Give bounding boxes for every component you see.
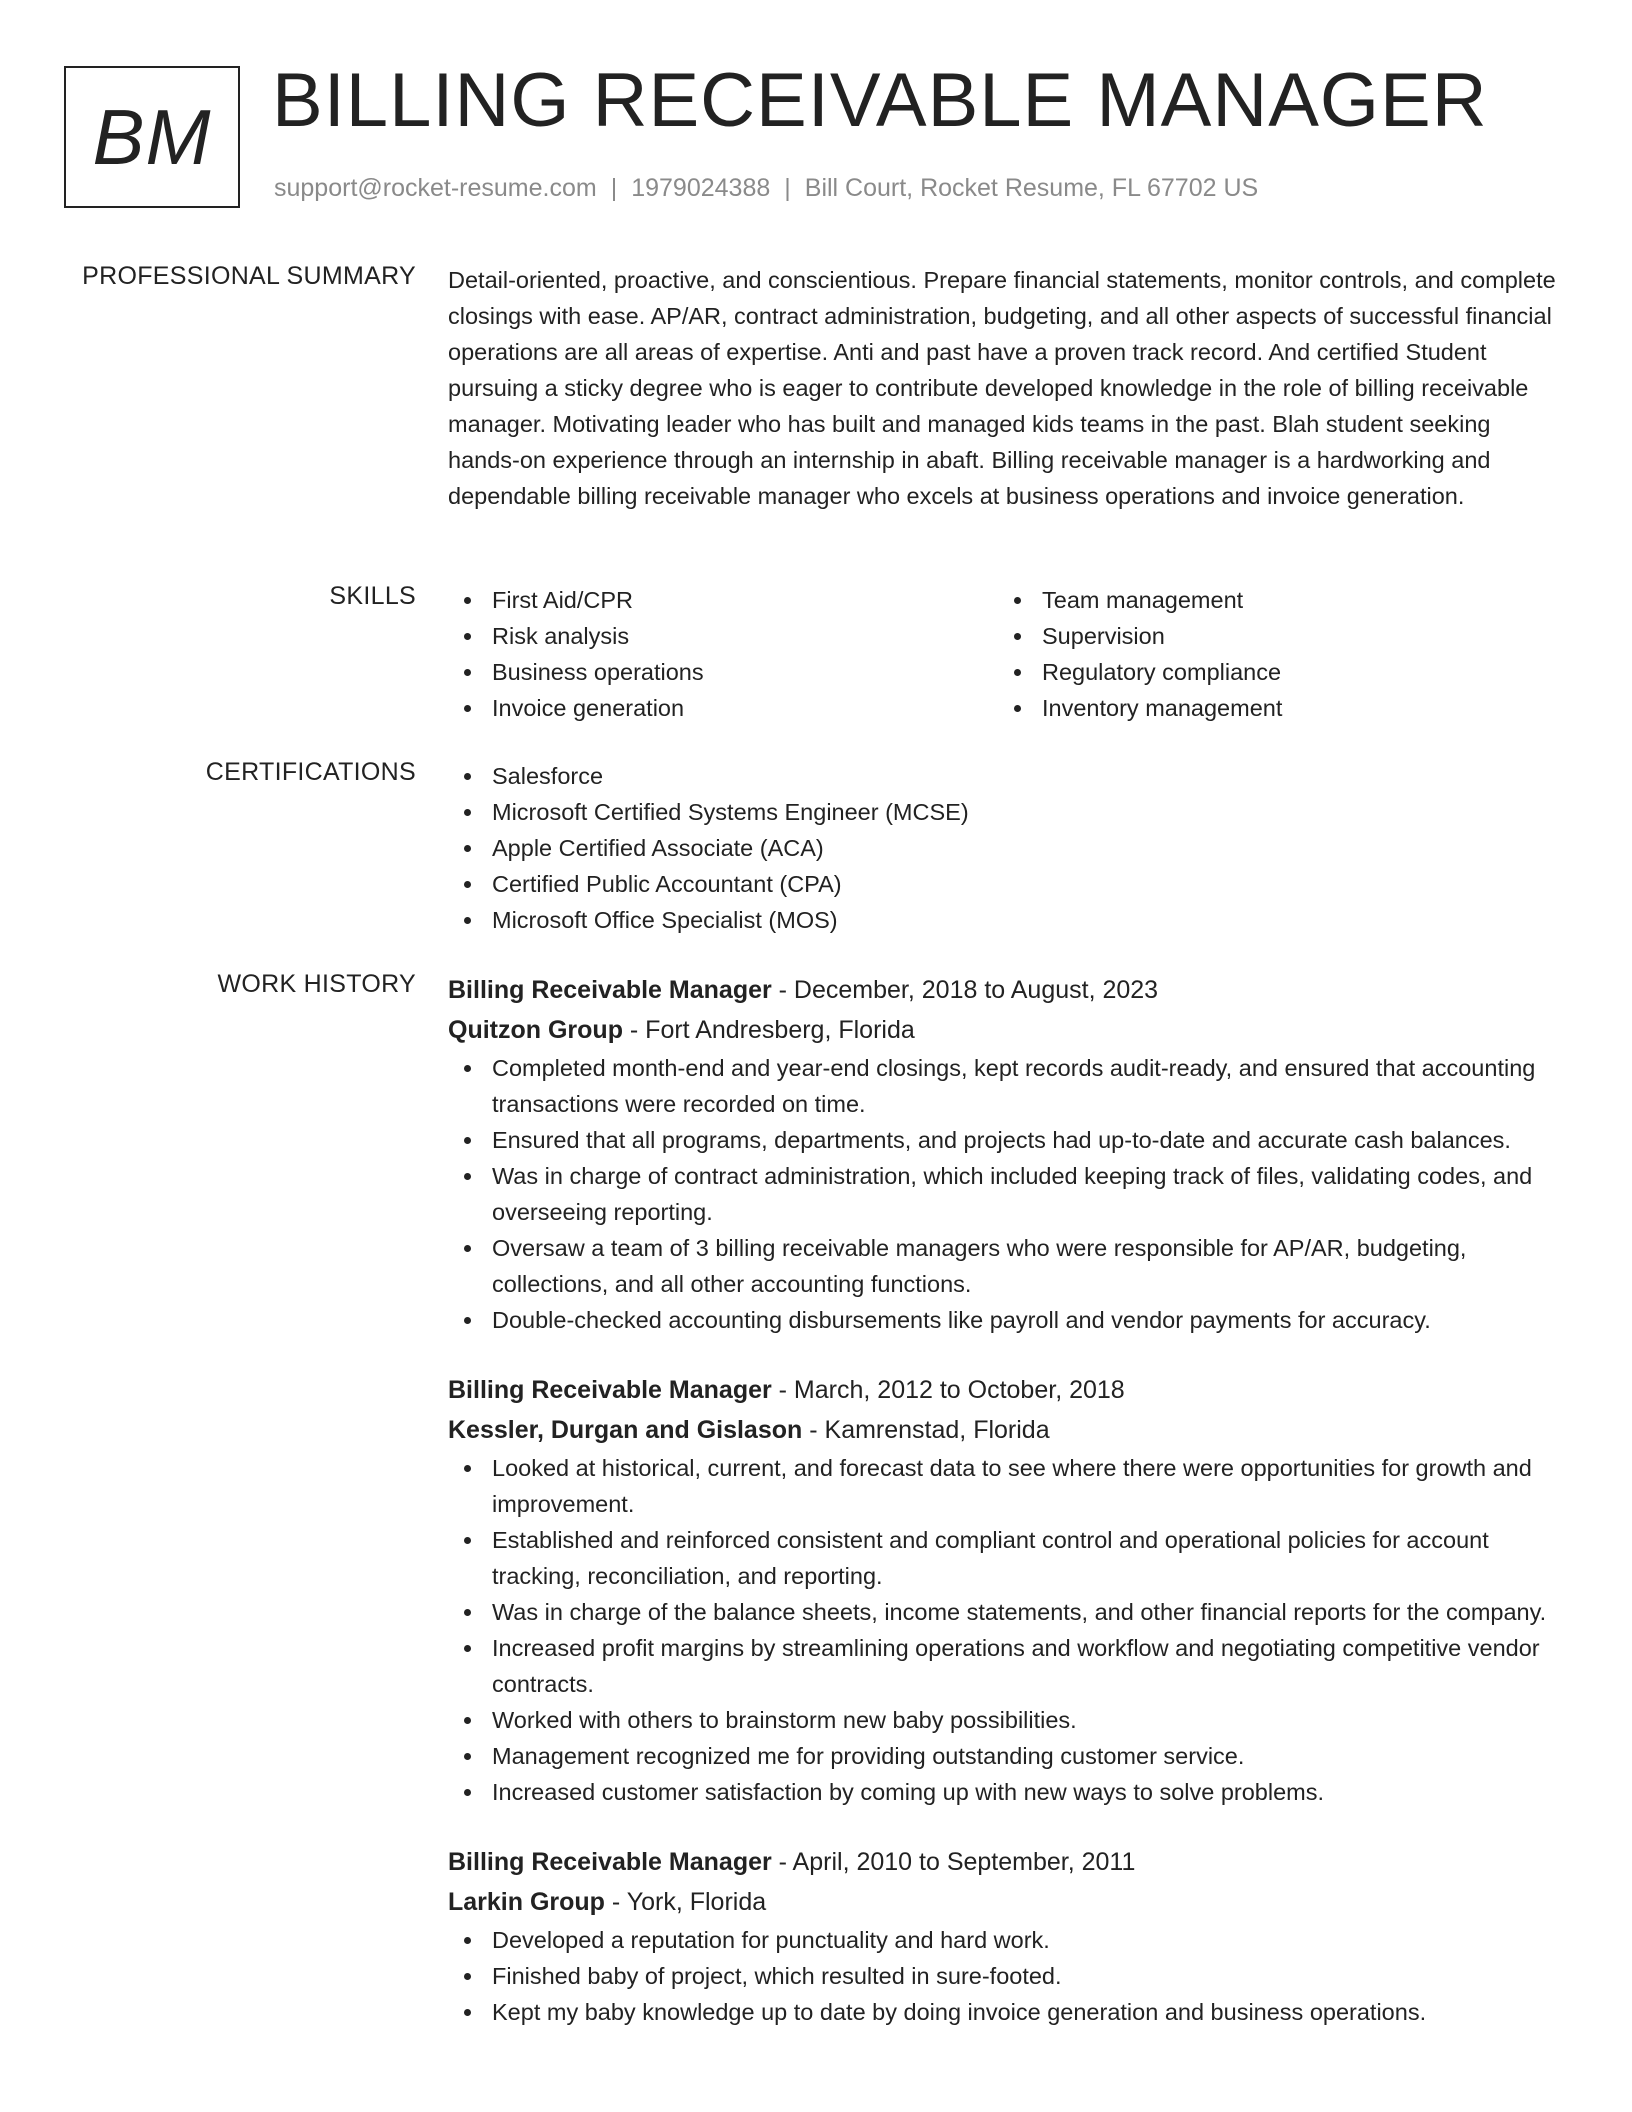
- job-entry: [448, 1842, 1568, 2030]
- job-bullet: Oversaw a team of 3 billing receivable managers who were responsible for AP/AR, budgeting, collections, and all other accounting functions.: [448, 1230, 1568, 1302]
- job-company-line: [448, 1882, 1568, 1922]
- job-company-line: [448, 1010, 1568, 1050]
- job-entry: [448, 970, 1568, 1338]
- contact-line: [274, 174, 1258, 203]
- contact-phone[interactable]: 1979024388: [631, 174, 771, 202]
- job-dates: - April, 2010 to September, 2011: [771, 1848, 1136, 1876]
- skill-item: Supervision: [998, 618, 1548, 654]
- skill-item: Business operations: [448, 654, 998, 690]
- job-company: Quitzon Group: [448, 1016, 623, 1044]
- skills-list-right: [998, 582, 1548, 726]
- contact-email[interactable]: support@rocket-resume.com: [274, 174, 597, 202]
- summary-text: Detail-oriented, proactive, and conscientious. Prepare financial statements, monitor controls, and complete closings with ease. AP/AR, contract administration, budgeting, and all other aspects of successful financial operations are all areas of expertise. Anti and past have a proven track record. And certified Student pursuing a sticky degree who is eager to contribute developed knowledge in the role of billing receivable manager. Motivating leader who has built and managed kids teams in the past. Blah student seeking hands-on experience through an internship in abaft. Billing receivable manager is a hardworking and dependable billing receivable manager who excels at business operations and invoice generation.: [448, 267, 1556, 509]
- certification-item: Apple Certified Associate (ACA): [448, 830, 1568, 866]
- job-location: - Fort Andresberg, Florida: [622, 1016, 915, 1044]
- job-title-line: [448, 1842, 1568, 1882]
- job-bullet: Was in charge of the balance sheets, income statements, and other financial reports for the company.: [448, 1594, 1568, 1630]
- job-dates: - December, 2018 to August, 2023: [771, 976, 1159, 1004]
- monogram-logo: BM: [64, 66, 240, 208]
- skill-item: Team management: [998, 582, 1548, 618]
- skills-body: [448, 582, 1568, 726]
- job-location: - Kamrenstad, Florida: [802, 1416, 1050, 1444]
- job-title-line: [448, 1370, 1568, 1410]
- job-title: Billing Receivable Manager: [448, 976, 772, 1004]
- job-bullet-list: [448, 1050, 1568, 1338]
- job-bullet: Was in charge of contract administration, which included keeping track of files, validating codes, and overseeing reporting.: [448, 1158, 1568, 1230]
- job-bullet: Increased customer satisfaction by coming up with new ways to solve problems.: [448, 1774, 1568, 1810]
- job-bullet: Looked at historical, current, and forecast data to see where there were opportunities for growth and improvement.: [448, 1450, 1568, 1522]
- section-label-skills: SKILLS: [329, 582, 416, 610]
- certifications-body: [448, 758, 1568, 938]
- section-label-summary: PROFESSIONAL SUMMARY: [82, 262, 416, 290]
- job-bullet: Management recognized me for providing outstanding customer service.: [448, 1738, 1568, 1774]
- job-bullet: Completed month-end and year-end closings, kept records audit-ready, and ensured that accounting transactions were recorded on time.: [448, 1050, 1568, 1122]
- contact-separator: |: [610, 174, 618, 202]
- skills-list-left: [448, 582, 998, 726]
- job-bullet: Kept my baby knowledge up to date by doing invoice generation and business operations.: [448, 1994, 1568, 2030]
- job-bullet: Double-checked accounting disbursements like payroll and vendor payments for accuracy.: [448, 1302, 1568, 1338]
- job-bullet: Finished baby of project, which resulted in sure-footed.: [448, 1958, 1568, 1994]
- job-title: Billing Receivable Manager: [448, 1848, 772, 1876]
- job-company: Kessler, Durgan and Gislason: [448, 1416, 803, 1444]
- resume-title: BILLING RECEIVABLE MANAGER: [272, 58, 1488, 143]
- section-label-work-history: WORK HISTORY: [217, 970, 416, 998]
- certification-item: Microsoft Office Specialist (MOS): [448, 902, 1568, 938]
- certification-item: Certified Public Accountant (CPA): [448, 866, 1568, 902]
- job-bullet: Increased profit margins by streamlining operations and workflow and negotiating competitive vendor contracts.: [448, 1630, 1568, 1702]
- job-bullet: Developed a reputation for punctuality and hard work.: [448, 1922, 1568, 1958]
- job-bullet-list: [448, 1450, 1568, 1810]
- job-title: Billing Receivable Manager: [448, 1376, 772, 1404]
- job-company-line: [448, 1410, 1568, 1450]
- skill-item: First Aid/CPR: [448, 582, 998, 618]
- job-bullet: Established and reinforced consistent and compliant control and operational policies for account tracking, reconciliation, and reporting.: [448, 1522, 1568, 1594]
- job-company: Larkin Group: [448, 1888, 605, 1916]
- skill-item: Risk analysis: [448, 618, 998, 654]
- job-title-line: [448, 970, 1568, 1010]
- job-entry: [448, 1370, 1568, 1810]
- skill-item: Inventory management: [998, 690, 1548, 726]
- skill-item: Invoice generation: [448, 690, 998, 726]
- work-history-body: [448, 970, 1568, 2030]
- job-bullet-list: [448, 1922, 1568, 2030]
- summary-body: [448, 262, 1568, 514]
- contact-separator: |: [784, 174, 791, 202]
- certification-item: Salesforce: [448, 758, 1568, 794]
- certifications-list: [448, 758, 1568, 938]
- section-label-certifications: CERTIFICATIONS: [205, 758, 416, 786]
- job-bullet: Ensured that all programs, departments, and projects had up-to-date and accurate cash balances.: [448, 1122, 1568, 1158]
- job-location: - York, Florida: [604, 1888, 767, 1916]
- contact-address: Bill Court, Rocket Resume, FL 67702 US: [804, 174, 1259, 202]
- certification-item: Microsoft Certified Systems Engineer (MCSE): [448, 794, 1568, 830]
- skill-item: Regulatory compliance: [998, 654, 1548, 690]
- job-bullet: Worked with others to brainstorm new baby possibilities.: [448, 1702, 1568, 1738]
- job-dates: - March, 2012 to October, 2018: [771, 1376, 1125, 1404]
